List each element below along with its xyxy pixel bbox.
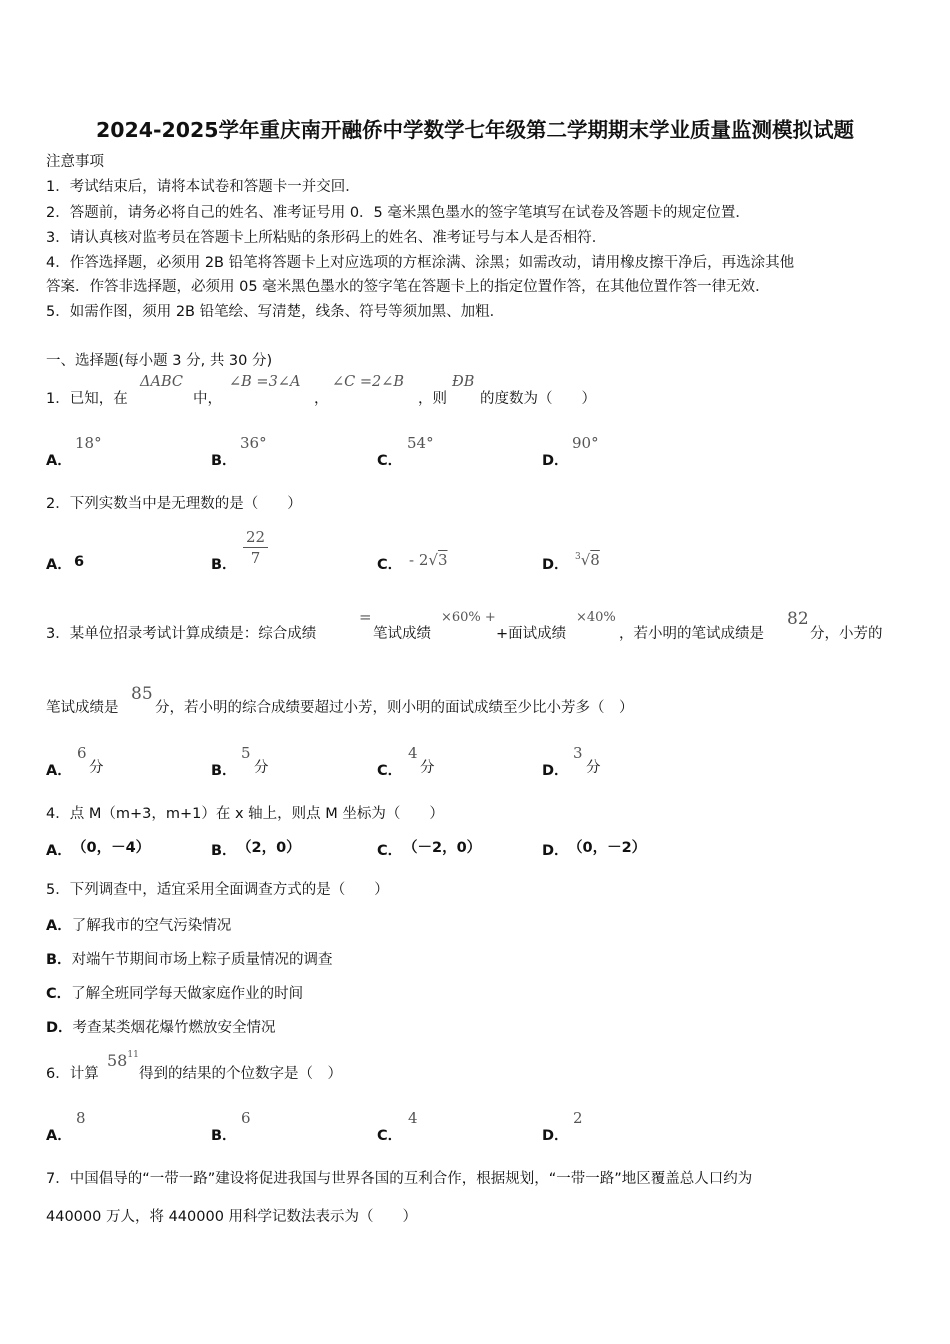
option-letter: B． [211,1128,237,1144]
sqrt-icon: √ [428,551,438,569]
option-letter: D． [542,453,569,469]
notice-item: 5．如需作图，须用 2B 铅笔绘、写清楚，线条、符号等须加黑、加粗． [46,304,505,320]
option-unit: 分 [254,760,269,776]
option-letter: D． [542,763,569,779]
sqrt-icon: √ [580,551,591,569]
option-letter: C． [377,453,403,469]
option-letter: A． [46,557,72,573]
option-letter: C． [377,843,403,859]
option-row [46,948,333,970]
question-7-text: 7．中国倡导的“一带一路”建设将促进我国与世界各国的互利合作，根据规划，“一带一路”地区覆盖总人口约为 [46,1171,753,1187]
math-weight-60: ×60% + [441,610,496,625]
option-letter: C． [377,557,403,573]
page-title: 2024-2025学年重庆南开融侨中学数学七年级第二学期期末学业质量监测模拟试题 [95,118,855,142]
option-letter: D． [542,1128,569,1144]
option-row [46,914,231,936]
power-base: 58 [107,1051,128,1070]
fraction-numerator: 22 [243,527,268,548]
option-letter: A． [46,763,72,779]
option-value: 4 [408,744,418,762]
option-letter: D． [542,843,569,859]
question-4-text: 4．点 M（m+3，m+1）在 x 轴上，则点 M 坐标为（ ） [46,806,444,822]
question-3-text: +面试成绩 [496,626,567,642]
question-3-text: 3．某单位招录考试计算成绩是：综合成绩 [46,626,317,642]
power-exponent: 11 [127,1049,139,1060]
question-6-text: 6．计算 [46,1066,99,1082]
option-value: 90° [572,434,599,452]
option-letter: C． [46,986,72,1002]
notice-heading: 注意事项 [46,154,104,170]
option-letter: B． [211,453,237,469]
option-letter: B． [46,952,72,968]
option-row [46,982,303,1004]
option-value: 5 [241,744,251,762]
question-3-text: 笔试成绩是 [46,700,119,716]
math-power [107,1051,139,1070]
question-6-text: 得到的结果的个位数字是（ ） [139,1066,342,1082]
root-index: 3 [575,552,581,562]
radicand: 3 [437,551,448,569]
option-letter: A． [46,918,72,934]
option-value: 36° [240,434,267,452]
notice-item: 1．考试结束后，请将本试卷和答题卡一并交回． [46,179,360,195]
question-3-text: 笔试成绩 [373,626,431,642]
question-2-text: 2．下列实数当中是无理数的是（ ） [46,496,302,512]
notice-item: 2．答题前，请务必将自己的姓名、准考证号用 0．5 毫米黑色墨水的签字笔填写在试卷及答题卡的规定位置． [46,205,750,221]
option-value: 8 [76,1109,86,1127]
question-1-text: 中， [193,391,222,407]
question-1-text: ，则 [418,391,447,407]
option-letter: A． [46,453,72,469]
option-unit: 分 [89,760,104,776]
option-letter: B． [211,557,237,573]
option-letter: A． [46,1128,72,1144]
math-angle-b-ref: ÐB [452,374,475,390]
question-3-text: ，若小明的笔试成绩是 [619,626,764,642]
question-1-text: 1．已知，在 [46,391,128,407]
option-value: （－2，0） [403,840,482,856]
question-1-text: ， [314,391,329,407]
fraction-22-7 [243,527,268,568]
option-value: 6 [74,554,85,570]
question-3-text: 分，若小明的综合成绩要超过小芳，则小明的面试成绩至少比小芳多（ ） [155,700,634,716]
math-equals: = [359,608,372,626]
option-letter: B． [211,763,237,779]
option-value: （2，0） [237,840,301,856]
question-1-text: 的度数为（ ） [480,391,596,407]
section-heading: 一、选择题(每小题 3 分, 共 30 分) [46,353,273,369]
option-letter: A． [46,843,72,859]
option-value: 4 [408,1109,418,1127]
option-unit: 分 [420,760,435,776]
option-value [575,551,600,569]
option-value: 54° [407,434,434,452]
option-letter: C． [377,1128,403,1144]
option-value: 6 [77,744,87,762]
option-value: （0，－4） [72,840,151,856]
option-row [46,1016,276,1038]
math-score-85: 85 [131,684,153,704]
option-value: 了解全班同学每天做家庭作业的时间 [71,986,304,1002]
option-letter: D． [46,1020,73,1036]
option-value: （0，－2） [568,840,647,856]
radicand: 8 [590,551,600,569]
math-weight-40: ×40% [576,610,616,625]
fraction-denominator: 7 [250,549,261,567]
question-5-text: 5．下列调查中，适宜采用全面调查方式的是（ ） [46,882,389,898]
notice-item: 3．请认真核对监考员在答题卡上所粘贴的条形码上的姓名、准考证号与本人是否相符． [46,230,607,246]
math-score-82: 82 [787,609,809,629]
math-angle-c: ∠C =2∠B [332,374,405,390]
option-value: 2 [573,1109,583,1127]
option-unit: 分 [586,760,601,776]
question-7-text: 440000 万人，将 440000 用科学记数法表示为（ ） [46,1209,418,1225]
option-letter: C． [377,763,403,779]
option-value: 18° [75,434,102,452]
neg-coefficient: - 2 [409,551,429,569]
option-value: 对端午节期间市场上粽子质量情况的调查 [71,952,333,968]
question-3-text: 分，小芳的 [810,626,883,642]
option-letter: D． [542,557,569,573]
option-value: 6 [241,1109,251,1127]
notice-item: 4．作答选择题，必须用 2B 铅笔将答题卡上对应选项的方框涂满、涂黑；如需改动，请用橡皮擦干净后，再选涂其他 [46,255,795,271]
option-value: 了解我市的空气污染情况 [71,918,232,934]
option-value: 3 [573,744,583,762]
math-triangle-abc: ΔABC [140,374,183,390]
option-value [409,551,448,569]
math-angle-b: ∠B =3∠A [229,374,301,390]
notice-item: 答案．作答非选择题，必须用 05 毫米黑色墨水的签字笔在答题卡上的指定位置作答，在其他位置作答一律无效． [46,279,770,295]
option-value: 考查某类烟花爆竹燃放安全情况 [72,1020,276,1036]
option-letter: B． [211,843,237,859]
